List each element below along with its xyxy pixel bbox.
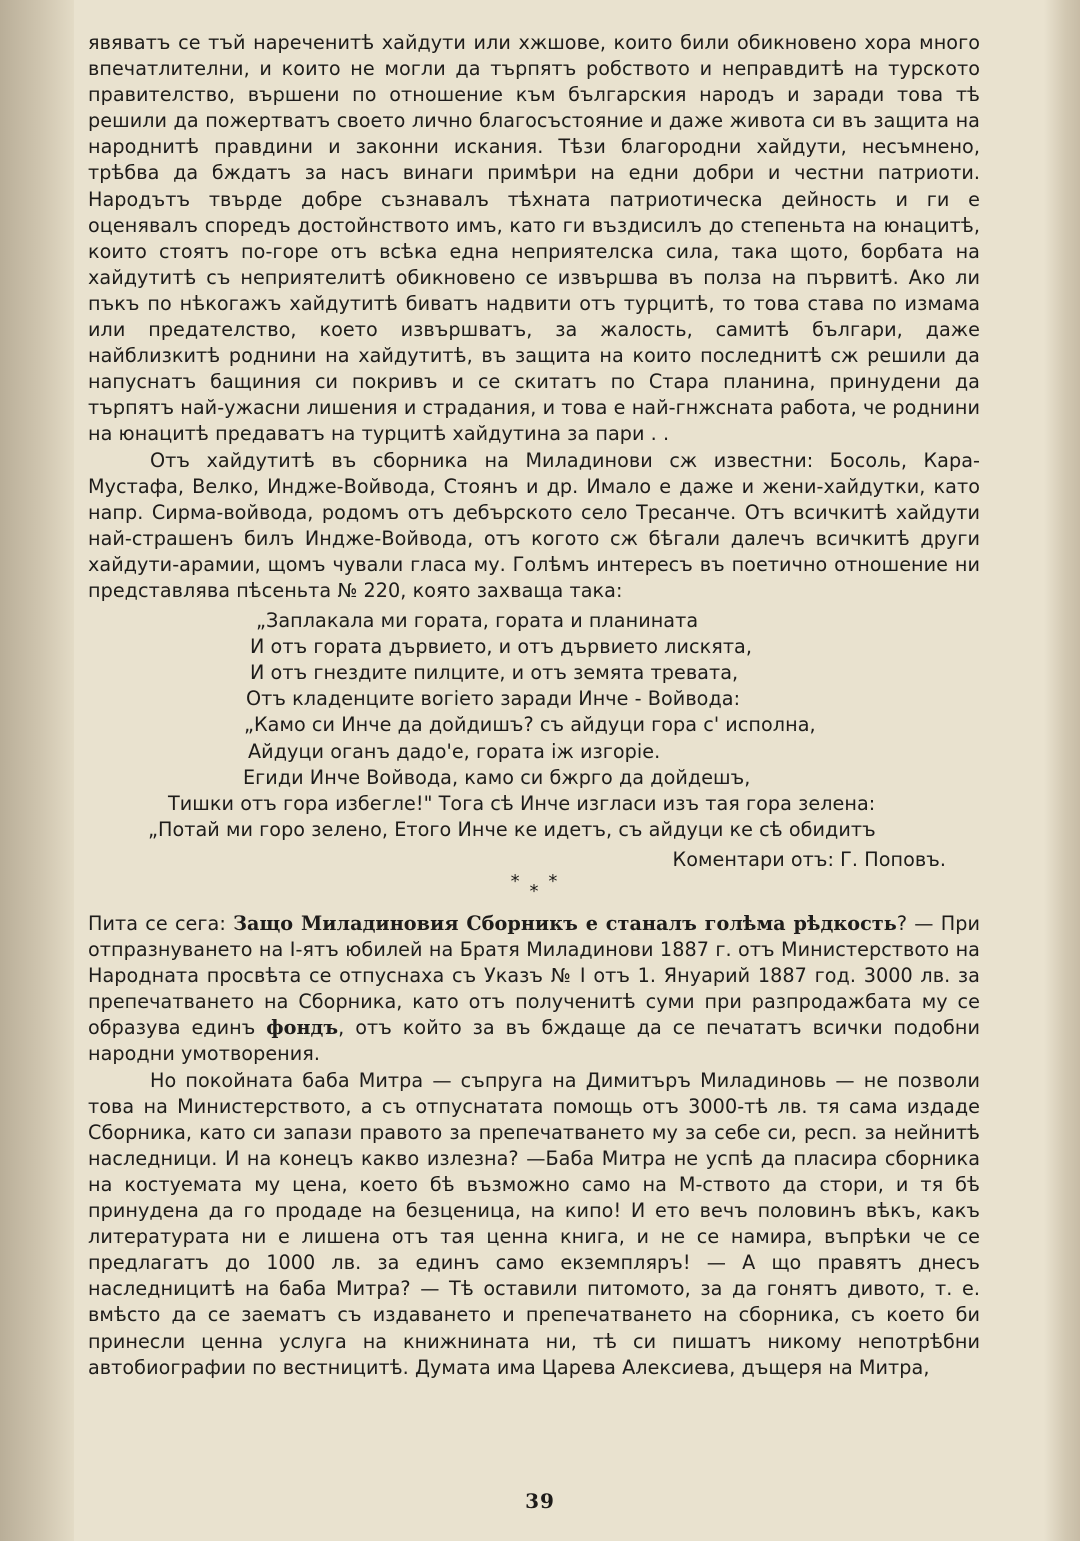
poem-line: Тишки отъ гора избегле!" Тога сѣ Инче изгласи изъ тая гора зелена:: [168, 791, 876, 815]
page-body: [88, 30, 980, 1381]
paragraph-haiduti-intro: явяватъ се тъй нареченитѣ хайдути или хжшове, които били обикновено хора много впечатлителни, и които не могли да търпятъ робството и неправдитѣ на турското правителство, вършени по отношение към българския народъ и заради това тѣ решили да пожертватъ своето лично благосъстояние и даже живота си въ защита на народнитѣ правдини и законни искания. Тѣзи благородни хайдути, несъмнено, трѣбва да бждатъ за насъ винаги примѣри на едни добри и честни патриоти. Народътъ твърде добре съзнавалъ тѣхната патриотическа дейность и ги е оценявалъ споредъ достойнството имъ, като ги въздисилъ до степеньта на юнацитѣ, които стоятъ по-горе отъ всѣка една неприятелска сила, така щото, борбата на хайдутитѣ съ неприятелитѣ обикновено се извършва въ полза на първитѣ. Ако ли пъкъ по нѣкогажъ хайдутитѣ биватъ надвити отъ турцитѣ, то това става по измама или предателство, което извършватъ, за жалость, самитѣ българи, даже найблизкитѣ роднини на хайдутитѣ, въ защита на които последнитѣ сж решили да напуснатъ бащиния си покривъ и се скитатъ по Стара планина, принудени да търпятъ най-ужасни лишения и страдания, и това е най-гнжсната работа, че роднини на юнацитѣ предаватъ на турцитѣ хайдутина за пари . .: [88, 31, 980, 446]
poem-line: Айдуци оганъ дадо'е, гората iж изгорiе.: [248, 739, 661, 763]
poem-line: „Потай ми горо зелено, Етого Инче ке идетъ, съ айдуци ке сѣ обидитъ: [148, 817, 876, 841]
fund-word: фондъ: [266, 1016, 339, 1040]
section-separator: [88, 871, 980, 903]
poem-line: Егиди Инче Войвода, камо си бжрго да дойдешъ,: [243, 765, 751, 789]
poem-line: „Камо си Инче да дойдишъ? съ айдуци гора с' исполна,: [244, 713, 816, 737]
poem-line: Отъ кладенците вогieто заради Инче - Войвода:: [246, 687, 741, 711]
folk-song-quote: [88, 608, 980, 843]
separator-star: *: [548, 871, 558, 892]
page-number: 39: [525, 1489, 555, 1513]
page-gutter-shadow: [0, 0, 74, 1541]
separator-star: *: [510, 871, 520, 892]
question-prefix: Пита се сега:: [88, 912, 234, 935]
separator-star: *: [529, 881, 539, 902]
commentary-signature: Коментари отъ: Г. Поповъ.: [672, 847, 946, 871]
question-suffix: , отъ който за въ бждаще да се печататъ всички подобни народни умотворения.: [88, 1016, 980, 1066]
poem-line: И отъ гнездите пилците, и отъ земята тревата,: [250, 661, 739, 685]
page-right-edge: [1044, 0, 1080, 1541]
paragraph-baba-mitra: Но покойната баба Митра — съпруга на Димитъръ Миладиновь — не позволи това на Министерството, а съ отпуснатата помощь отъ 3000-тѣ лв. тя сама издаде Сборника, като си запази правото за препечатването му за себе си, респ. за нейнитѣ наследници. И на конецъ какво излезна? —Баба Митра не успѣ да пласира сборника на костуемата му цена, което бѣ възможно само на М-ството да стори, и тя бѣ принудена да го продаде на безценица, на кипо! И ето вечъ половинъ вѣкъ, какъ литературата ни е лишена отъ тая ценна книга, и не се намира, въпрѣки че се предлагатъ до 1000 лв. за единъ само екземпляръ! — А що правятъ днесъ наследницитѣ на баба Митра? — Тѣ оставили питомото, за да гонятъ дивото, т. е. вмѣсто да се заематъ съ издаването и препечатването на сборника, съ което би принесли ценна услуга на книжнината ни, тѣ си пишатъ никому непотрѣбни автобиографии по вестницитѣ. Думата има Царева Алексиева, дъщеря на Митра,: [88, 1068, 980, 1379]
poem-line: „Заплакала ми гората, гората и планината: [256, 609, 699, 633]
poem-line: И отъ гората дървието, и отъ дървието лискята,: [250, 635, 753, 659]
question-heading: Защо Миладиновия Сборникъ е станалъ голѣма рѣдкость: [233, 912, 897, 935]
question-answer: ? — При отпразнуването на I-ятъ юбилей на Братя Миладинови 1887 г. отъ Министерството на Народната просвѣта се отпуснаха съ Указъ № I отъ 1. Януарий 1887 год. 3000 лв. за препечатването на Сборника, като отъ полученитѣ суми при разпродажбата му се образува единъ: [88, 912, 981, 1040]
paragraph-haiduti-list: Отъ хайдутитѣ въ сборника на Миладинови сж известни: Босоль, Кара-Мустафа, Велко, Индже-Войвода, Стоянъ и др. Имало е даже и жени-хайдутки, като напр. Сирма-войвода, родомъ отъ дебърското село Тресанче. Отъ всичкитѣ хайдути най-страшенъ билъ Индже-Войвода, отъ когото сж бѣгали далечъ всичкитѣ други хайдути-арамии, щомъ чували гласа му. Голѣмъ интересъ въ поетично отношение ни представлява пѣсеньта № 220, която захваща така:: [88, 448, 980, 602]
paragraph-question: [88, 911, 980, 1068]
